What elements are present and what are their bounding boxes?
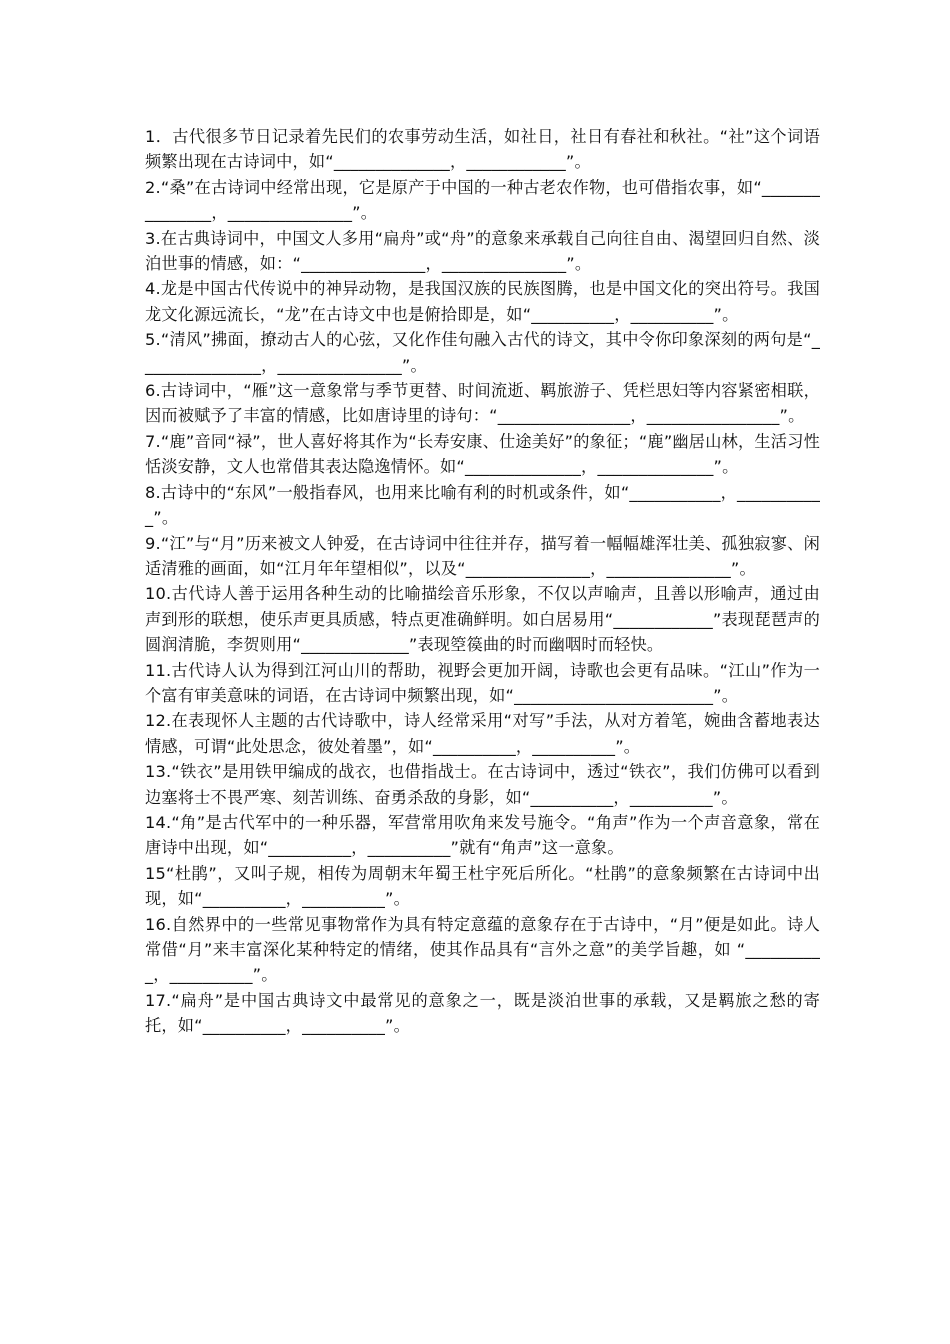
question-9: 9.“江”与“月”历来被文人钟爱，在古诗词中往往并存，描写着一幅幅雄浑壮美、孤独寂寥、闲适清雅的画面，如“江月年年望相似”，以及“_______________，_______________”。 bbox=[145, 533, 820, 578]
question-16: 16.自然界中的一些常见事物常作为具有特定意蕴的意象存在于古诗中，“月”便是如此。诗人常借“月”来丰富深化某种特定的情绪，使其作品具有“言外之意”的美学旨趣，如 “__________，__________”。 bbox=[145, 914, 820, 985]
question-17: 17.“扁舟”是中国古典诗文中最常见的意象之一，既是淡泊世事的承载，又是羁旅之愁的寄托，如“__________，__________”。 bbox=[145, 990, 820, 1036]
question-11: 11.古代诗人认为得到江河山川的帮助，视野会更加开阔，诗歌也会更有品味。“江山”作为一个富有审美意味的词语，在古诗词中频繁出现，如“________________________”。 bbox=[145, 660, 820, 705]
question-13: 13.“铁衣”是用铁甲编成的战衣，也借指战士。在古诗词中，透过“铁衣”，我们仿佛可以看到边塞将士不畏严寒、刻苦训练、奋勇杀敌的身影，如“__________，__________”。 bbox=[145, 762, 820, 807]
question-8: 8.古诗中的“东风”一般指春风，也用来比喻有利的时机或条件，如“___________，___________”。 bbox=[145, 482, 820, 528]
question-4: 4.龙是中国古代传说中的神异动物，是我国汉族的民族图腾，也是中国文化的突出符号。我国龙文化源远流长，“龙”在古诗文中也是俯拾即是，如“__________，__________”。 bbox=[145, 279, 820, 324]
question-2: 2.“桑”在古诗词中经常出现，它是原产于中国的一种古老农作物，也可借指农事，如“_______________，_______________”。 bbox=[145, 177, 820, 223]
question-15: 15“杜鹃”，又叫子规，相传为周朝末年蜀王杜宇死后所化。“杜鹃”的意象频繁在古诗词中出现，如“__________，__________”。 bbox=[145, 863, 820, 909]
question-1: 1．古代很多节日记录着先民们的农事劳动生活，如社日，社日有春社和秋社。“社”这个词语频繁出现在古诗词中，如“______________，____________”。 bbox=[145, 127, 820, 172]
question-7: 7.“鹿”音同“禄”，世人喜好将其作为“长寿安康、仕途美好”的象征；“鹿”幽居山林，生活习性恬淡安静，文人也常借其表达隐逸情怀。如“______________，______________”。 bbox=[145, 431, 820, 477]
question-6: 6.古诗词中，“雁”这一意象常与季节更替、时间流逝、羁旅游子、凭栏思妇等内容紧密相联，因而被赋予了丰富的情感，比如唐诗里的诗句：“________________，________________”。 bbox=[145, 381, 820, 426]
question-14: 14.“角”是古代军中的一种乐器，军营常用吹角来发号施令。“角声”作为一个声音意象，常在唐诗中出现，如“__________，__________”就有“角声”这一意象。 bbox=[145, 812, 820, 858]
question-list bbox=[145, 124, 820, 1039]
question-5: 5.“清风”拂面，撩动古人的心弦，又化作佳句融入古代的诗文，其中令你印象深刻的两句是“_______________，_______________”。 bbox=[145, 330, 820, 375]
question-12: 12.在表现怀人主题的古代诗歌中，诗人经常采用“对写”手法，从对方着笔，婉曲含蓄地表达情感，可谓“此处思念，彼处着墨”，如“__________，__________”。 bbox=[145, 711, 820, 756]
question-3: 3.在古典诗词中，中国文人多用“扁舟”或“舟”的意象来承载自己向往自由、渴望回归自然、淡泊世事的情感，如：“_______________，_______________”。 bbox=[145, 228, 820, 274]
question-10: 10.古代诗人善于运用各种生动的比喻描绘音乐形象，不仅以声喻声，且善以形喻声，通过由声到形的联想，使乐声更具质感，特点更准确鲜明。如白居易用“____________”表现琵琶声的圆润清脆，李贺则用“_____________”表现箜篌曲的时而幽咽时而轻快。 bbox=[145, 584, 820, 655]
